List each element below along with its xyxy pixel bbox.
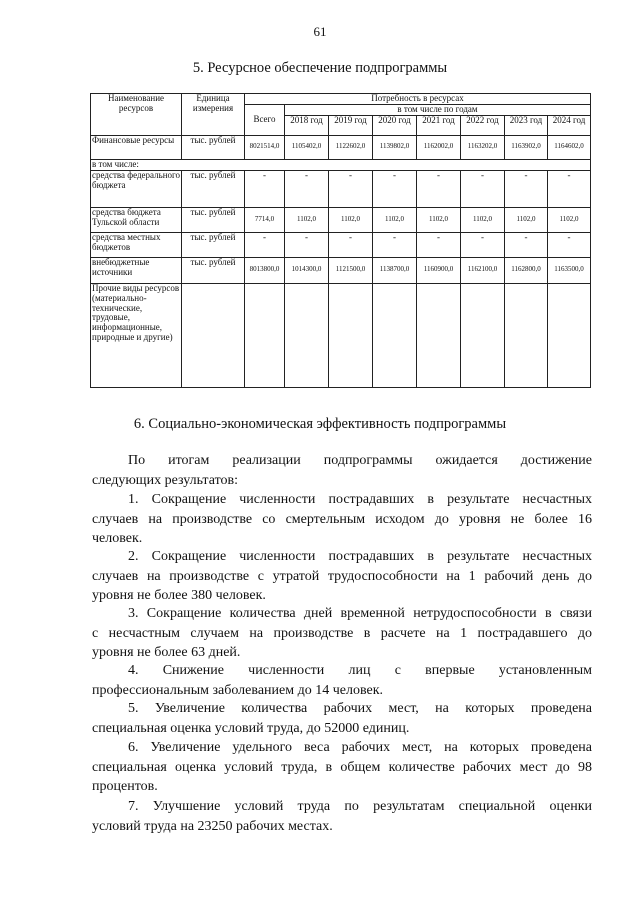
text-line: 6. Увеличение удельного веса рабочих мест, на которых проведена bbox=[128, 740, 592, 755]
table-row bbox=[91, 207, 591, 232]
cell-value: - bbox=[461, 232, 505, 257]
text-line: случаев на производстве со смертельным исходом до уровня не более 16 bbox=[92, 511, 592, 527]
result-item bbox=[92, 699, 592, 738]
cell-value: 1139802,0 bbox=[373, 135, 417, 159]
cell-value: - bbox=[461, 170, 505, 207]
cell-value: 1102,0 bbox=[373, 207, 417, 232]
text-line: 3. Сокращение количества дней временной нетрудоспособности в связи bbox=[128, 606, 592, 621]
header-unit: Единица измерения bbox=[182, 94, 245, 136]
cell-value: 1163500,0 bbox=[548, 257, 591, 283]
header-year: 2021 год bbox=[417, 115, 461, 135]
table-row bbox=[91, 232, 591, 257]
text-line: По итогам реализации подпрограммы ожидается достижение bbox=[128, 453, 592, 468]
header-year: 2024 год bbox=[548, 115, 591, 135]
row-unit: тыс. рублей bbox=[182, 135, 245, 159]
text-line: человек. bbox=[92, 531, 143, 546]
header-year: 2023 год bbox=[505, 115, 548, 135]
cell-value: 1102,0 bbox=[285, 207, 329, 232]
text-line: 5. Увеличение количества рабочих мест, на которых проведена bbox=[128, 701, 592, 716]
header-need: Потребность в ресурсах bbox=[245, 94, 591, 105]
cell-value: 8021514,0 bbox=[245, 135, 285, 159]
text-line: специальная оценка условий труда, в общем количестве рабочих мест до 98 bbox=[92, 759, 592, 775]
result-item bbox=[92, 490, 592, 549]
cell-value: 1102,0 bbox=[417, 207, 461, 232]
cell-value: 1162100,0 bbox=[461, 257, 505, 283]
intro-paragraph bbox=[92, 451, 592, 490]
cell-value: - bbox=[373, 170, 417, 207]
cell-value: - bbox=[548, 232, 591, 257]
text-line: 2. Сокращение численности пострадавших в результате несчастных bbox=[128, 549, 592, 564]
row-name: Финансовые ресурсы bbox=[91, 135, 182, 159]
text-line: процентов. bbox=[92, 779, 158, 794]
row-name: средства федерального бюджета bbox=[91, 170, 182, 207]
cell-value: 1138700,0 bbox=[373, 257, 417, 283]
text-line: уровня не более 63 дней. bbox=[92, 645, 241, 660]
table-row bbox=[91, 257, 591, 283]
header-total: Всего bbox=[245, 104, 285, 135]
header-year: 2022 год bbox=[461, 115, 505, 135]
table-row bbox=[91, 170, 591, 207]
text-line: 1. Сокращение численности пострадавших в результате несчастных bbox=[128, 492, 592, 507]
row-name: Прочие виды ресурсов (материально-технические, трудовые, информационные, природные и другие) bbox=[91, 283, 182, 387]
cell-value: 1102,0 bbox=[329, 207, 373, 232]
cell-value: 1102,0 bbox=[505, 207, 548, 232]
header-by-years: в том числе по годам bbox=[285, 104, 591, 115]
text-line: с несчастным случаем на производстве в расчете на 1 пострадавшего до bbox=[92, 625, 592, 641]
cell-value: - bbox=[329, 170, 373, 207]
cell-value: 1163902,0 bbox=[505, 135, 548, 159]
cell-value: 1162002,0 bbox=[417, 135, 461, 159]
cell-value: 1105402,0 bbox=[285, 135, 329, 159]
text-line: условий труда на 23250 рабочих местах. bbox=[92, 818, 333, 834]
cell-value: 7714,0 bbox=[245, 207, 285, 232]
row-name: средства местных бюджетов bbox=[91, 232, 182, 257]
result-item bbox=[92, 797, 592, 836]
text-line: уровня не более 380 человек. bbox=[92, 588, 266, 603]
row-name: в том числе: bbox=[91, 159, 591, 170]
section-5-title: 5. Ресурсное обеспечение подпрограммы bbox=[192, 60, 448, 76]
text-line: следующих результатов: bbox=[92, 472, 239, 488]
text-line: 4. Снижение численности лиц с впервые установленным bbox=[128, 663, 592, 678]
header-year: 2018 год bbox=[285, 115, 329, 135]
result-item bbox=[92, 738, 592, 797]
result-item bbox=[92, 547, 592, 606]
text-line: 7. Улучшение условий труда по результатам специальной оценки bbox=[128, 799, 592, 814]
table-row bbox=[91, 135, 591, 159]
section-6-title: 6. Социально-экономическая эффективность подпрограммы bbox=[133, 416, 507, 432]
cell-value: - bbox=[373, 232, 417, 257]
cell-value: - bbox=[329, 232, 373, 257]
row-unit: тыс. рублей bbox=[182, 207, 245, 232]
cell-value: - bbox=[245, 232, 285, 257]
row-name: внебюджетные источники bbox=[91, 257, 182, 283]
header-year: 2020 год bbox=[373, 115, 417, 135]
cell-value: - bbox=[285, 170, 329, 207]
cell-value: - bbox=[505, 170, 548, 207]
cell-value: - bbox=[285, 232, 329, 257]
text-line: профессиональным заболеванием до 14 человек. bbox=[92, 682, 383, 698]
table-row bbox=[91, 283, 591, 387]
row-unit: тыс. рублей bbox=[182, 257, 245, 283]
resource-table bbox=[90, 93, 591, 388]
cell-value: 1164602,0 bbox=[548, 135, 591, 159]
cell-value: - bbox=[417, 170, 461, 207]
cell-value: - bbox=[548, 170, 591, 207]
row-name: средства бюджета Тульской области bbox=[91, 207, 182, 232]
row-unit: тыс. рублей bbox=[182, 170, 245, 207]
cell-value: 8013800,0 bbox=[245, 257, 285, 283]
header-name: Наименование ресурсов bbox=[91, 94, 182, 136]
cell-value: 1163202,0 bbox=[461, 135, 505, 159]
cell-value: - bbox=[505, 232, 548, 257]
cell-value: 1160900,0 bbox=[417, 257, 461, 283]
row-unit: тыс. рублей bbox=[182, 232, 245, 257]
cell-value: - bbox=[245, 170, 285, 207]
result-item bbox=[92, 661, 592, 700]
table-row bbox=[91, 159, 591, 170]
header-year: 2019 год bbox=[329, 115, 373, 135]
cell-value: 1122602,0 bbox=[329, 135, 373, 159]
cell-value: 1162800,0 bbox=[505, 257, 548, 283]
cell-value: 1102,0 bbox=[548, 207, 591, 232]
text-line: специальная оценка условий труда, до 52000 единиц. bbox=[92, 720, 410, 736]
cell-value: - bbox=[417, 232, 461, 257]
cell-value: 1102,0 bbox=[461, 207, 505, 232]
cell-value: 1121500,0 bbox=[329, 257, 373, 283]
cell-value: 1014300,0 bbox=[285, 257, 329, 283]
text-line: случаев на производстве с утратой трудоспособности на 1 рабочий день до bbox=[92, 568, 592, 584]
page-number: 61 bbox=[313, 24, 327, 39]
result-item bbox=[92, 604, 592, 663]
